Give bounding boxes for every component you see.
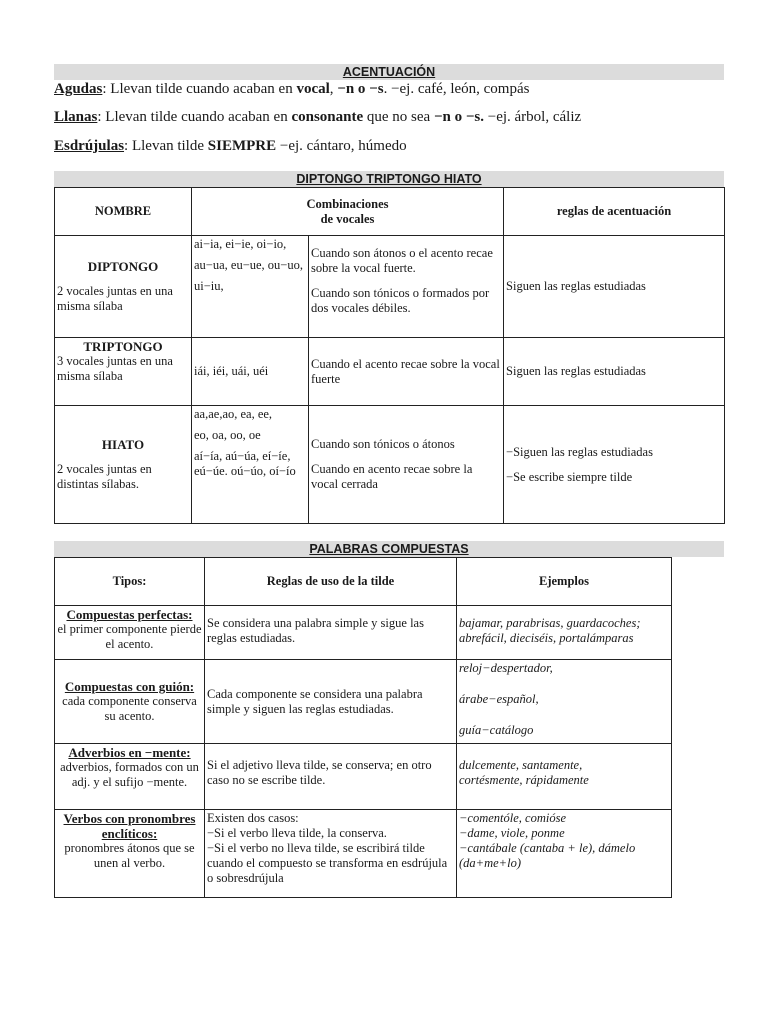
- ejemplo-line: −comentóle, comióse: [459, 811, 567, 825]
- ejemplos-cell: [457, 744, 672, 810]
- rule-text: que no sea: [363, 109, 434, 125]
- diptongo-title: DIPTONGO: [87, 259, 159, 274]
- combo-line: aí−ía, aú−úa, eí−íe, eú−úe. oú−úo, oí−ío: [194, 449, 296, 478]
- tipo-cell: [55, 744, 205, 810]
- ejemplo-line: −dame, viole, ponme: [459, 826, 565, 840]
- ejemplo-line: abrefácil, dieciséis, portalámparas: [459, 631, 634, 645]
- tipo-desc: el primer componente pierde el acento.: [57, 622, 202, 651]
- compuestas-heading: PALABRAS COMPUESTAS: [54, 541, 724, 557]
- combo-line: aa,ae,ao, ea, ee,: [194, 407, 273, 421]
- regla-text: Cada componente se considera una palabra simple y siguen las reglas estudiadas.: [207, 686, 423, 716]
- combo-line: ui−iu,: [194, 279, 224, 293]
- condition-text: Cuando son átonos o el acento recae sobre la vocal fuerte.: [311, 246, 493, 275]
- ejemplo-line: reloj−despertador,: [459, 661, 553, 675]
- rule-sep: :: [97, 109, 102, 125]
- ejemplos-cell: [457, 660, 672, 744]
- ejemplo-line: −cantábale (cantaba + le), dámelo (da+me+lo): [459, 841, 636, 870]
- ejemplos-cell: [457, 810, 672, 898]
- tipo-title: Compuestas perfectas:: [66, 607, 193, 622]
- condition-text: Cuando son tónicos o formados por dos vocales débiles.: [311, 286, 490, 315]
- rule-term: Agudas: [54, 81, 103, 97]
- tipo-title: Compuestas con guión:: [64, 679, 195, 694]
- combo-line: eo, oa, oo, oe: [194, 428, 261, 442]
- header-combinaciones-line2: de vocales: [320, 211, 375, 226]
- rule-text: Llevan tilde cuando acaban en: [101, 109, 292, 125]
- compuestas-table: [54, 557, 672, 898]
- regla-text: −Si el verbo lleva tilde, la conserva.: [207, 826, 387, 840]
- tipo-cell: [55, 660, 205, 744]
- rule-sep: :: [102, 81, 107, 97]
- rule-term: Llanas: [54, 109, 98, 125]
- table-header-row: [55, 558, 672, 606]
- acentuacion-heading: ACENTUACIÓN: [54, 64, 724, 80]
- table-row-guion: [55, 660, 672, 744]
- header-reglas: reglas de acentuación: [504, 188, 725, 236]
- rule-llanas: [54, 109, 581, 126]
- table-row-adverbios: [55, 744, 672, 810]
- rule-text: Llevan tilde: [128, 138, 208, 154]
- header-nombre: NOMBRE: [55, 188, 192, 236]
- ejemplo-line: cortésmente, rápidamente: [459, 773, 589, 787]
- regla-cell: [205, 660, 457, 744]
- header-combinaciones-line1: Combinaciones: [306, 196, 389, 211]
- rule-term: Esdrújulas: [54, 138, 125, 154]
- condition-text: Cuando en acento recae sobre la vocal cerrada: [311, 462, 473, 491]
- regla-text: Existen dos casos:: [207, 811, 299, 825]
- tipo-cell: [55, 810, 205, 898]
- ejemplos-cell: [457, 606, 672, 660]
- regla-cell: [205, 744, 457, 810]
- ejemplo-line: dulcemente, santamente,: [459, 758, 583, 772]
- tipo-desc: adverbios, formados con un adj. y el sufijo −mente.: [60, 760, 199, 789]
- table-row-enclíticos: [55, 810, 672, 898]
- rule-esdrujulas: [54, 138, 407, 155]
- rule-sep: :: [124, 138, 129, 154]
- hiato-combos-cell: [192, 406, 309, 524]
- regla-text: Se considera una palabra simple y sigue las reglas estudiadas.: [207, 616, 424, 645]
- header-combinaciones: [192, 188, 504, 236]
- regla-text: −Siguen las reglas estudiadas: [506, 444, 653, 459]
- diptongo-regla-cell: Siguen las reglas estudiadas: [504, 236, 725, 338]
- rule-bold: −n o −s.: [433, 109, 484, 125]
- header-ejemplos: Ejemplos: [457, 558, 672, 606]
- diptongo-heading: DIPTONGO TRIPTONGO HIATO: [54, 171, 724, 187]
- triptongo-combos-cell: iái, iéi, uái, uéi: [192, 338, 309, 406]
- ejemplo-line: árabe−español,: [459, 692, 539, 706]
- diptongo-table: [54, 187, 725, 524]
- hiato-cond-cell: [309, 406, 504, 524]
- rule-bold: −n o −s: [337, 81, 384, 97]
- table-row-diptongo: [55, 236, 725, 338]
- header-reglas-uso: Reglas de uso de la tilde: [205, 558, 457, 606]
- tipo-desc: cada componente conserva su acento.: [62, 694, 197, 723]
- table-row-perfectas: [55, 606, 672, 660]
- rule-agudas: [54, 81, 529, 98]
- hiato-desc: 2 vocales juntas en distintas sílabas.: [57, 462, 152, 491]
- rule-bold: vocal: [296, 81, 330, 97]
- triptongo-name-cell: [55, 338, 192, 406]
- diptongo-cond-cell: [309, 236, 504, 338]
- triptongo-regla-cell: Siguen las reglas estudiadas: [504, 338, 725, 406]
- diptongo-combos-cell: [192, 236, 309, 338]
- hiato-name-cell: [55, 406, 192, 524]
- rule-text: Llevan tilde cuando acaban en: [106, 81, 297, 97]
- regla-text: −Si el verbo no lleva tilde, se escribirá tilde cuando el compuesto se transforma en esdrújula o sobresdrújula: [207, 841, 448, 885]
- rule-bold: SIEMPRE: [207, 138, 277, 154]
- rule-text: ,: [329, 81, 338, 97]
- regla-cell: [205, 606, 457, 660]
- rule-text: . −ej. café, león, compás: [383, 81, 530, 97]
- regla-cell: [205, 810, 457, 898]
- rule-text: −ej. árbol, cáliz: [483, 109, 582, 125]
- condition-text: Cuando son tónicos o átonos: [311, 437, 455, 451]
- header-tipos: Tipos:: [55, 558, 205, 606]
- hiato-regla-cell: [504, 406, 725, 524]
- table-row-triptongo: [55, 338, 725, 406]
- hiato-title: HIATO: [101, 437, 145, 452]
- triptongo-desc: 3 vocales juntas en una misma sílaba: [57, 354, 173, 383]
- diptongo-desc: 2 vocales juntas en una misma sílaba: [57, 284, 173, 313]
- diptongo-name-cell: [55, 236, 192, 338]
- table-header-row: [55, 188, 725, 236]
- tipo-title: Adverbios en −mente:: [68, 745, 191, 760]
- tipo-desc: pronombres átonos que se unen al verbo.: [64, 841, 195, 870]
- rule-text: −ej. cántaro, húmedo: [276, 138, 407, 154]
- table-row-hiato: [55, 406, 725, 524]
- combo-line: au−ua, eu−ue, ou−uo,: [194, 258, 303, 272]
- tipo-cell: [55, 606, 205, 660]
- rule-bold: consonante: [291, 109, 364, 125]
- regla-text: −Se escribe siempre tilde: [506, 469, 633, 484]
- ejemplo-line: bajamar, parabrisas, guardacoches;: [459, 616, 641, 630]
- tipo-title: Verbos con pronombres enclíticos:: [63, 811, 196, 841]
- ejemplo-line: guía−catálogo: [459, 723, 534, 737]
- regla-text: Si el adjetivo lleva tilde, se conserva; en otro caso no se escribe tilde.: [207, 758, 432, 787]
- triptongo-title: TRIPTONGO: [83, 339, 163, 354]
- triptongo-cond-cell: Cuando el acento recae sobre la vocal fuerte: [309, 338, 504, 406]
- combo-line: ai−ia, ei−ie, oi−io,: [194, 237, 287, 251]
